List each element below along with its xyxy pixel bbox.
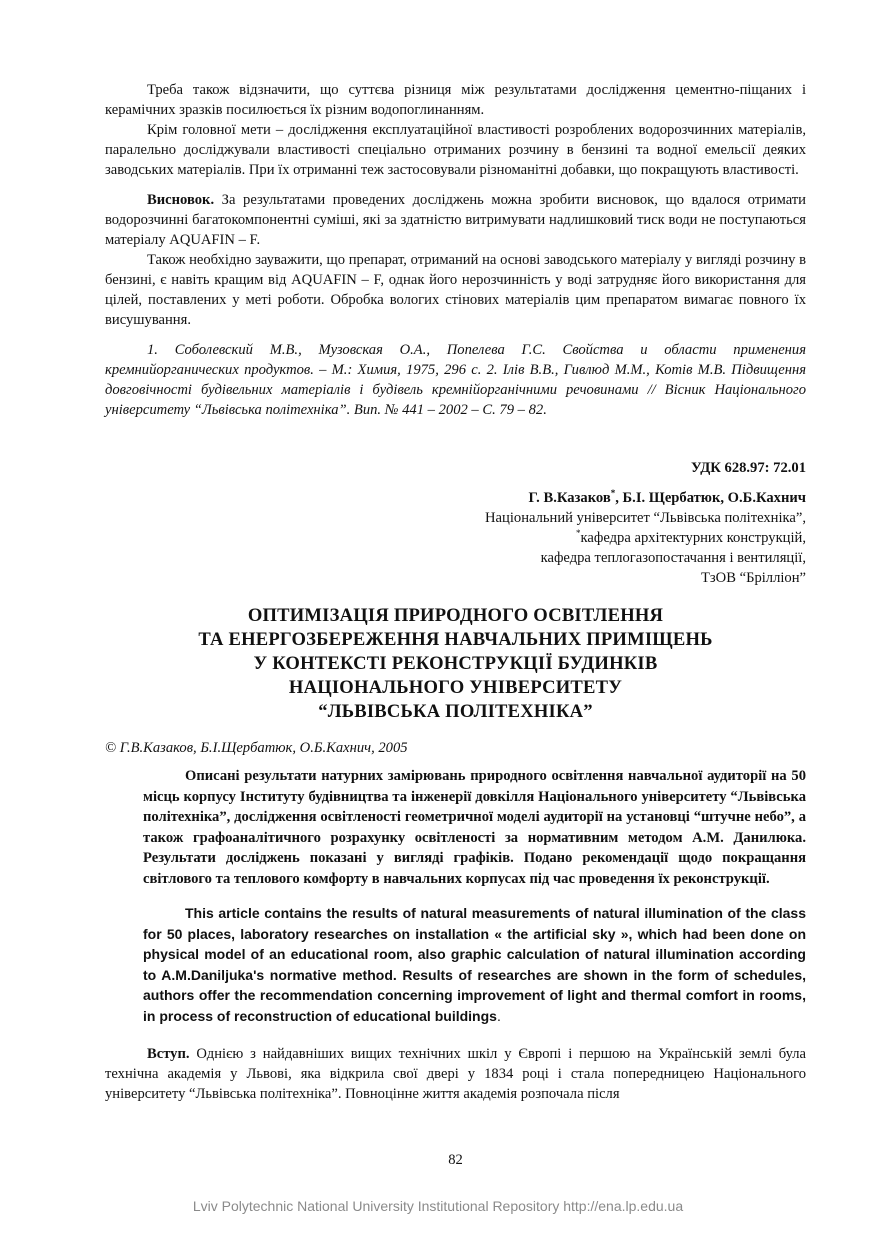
author-first: Г. В.Казаков — [528, 490, 611, 506]
introduction-text: Однією з найдавніших вищих технічних шкіл у Європі і першою на Українській землі була технічна академія у Львові, яка відкрила свої двері у 1834 році і стала попередницею Національного університету “Львівська політехніка”. Повноцінне життя академія розпочала після — [105, 1046, 806, 1102]
abstract-ukrainian — [143, 766, 806, 889]
repository-footer: Lviv Polytechnic National University Institutional Repository http://ena.lp.edu.ua — [192, 1198, 684, 1214]
article-title — [105, 604, 806, 724]
authors — [105, 488, 806, 508]
affiliation-line: ТзОВ “Брілліон” — [700, 570, 806, 586]
affiliation-marker: * — [576, 528, 581, 539]
copyright: © Г.В.Казаков, Б.І.Щербатюк, О.Б.Кахнич, 2005 — [105, 740, 408, 756]
conclusion-label: Висновок. — [147, 192, 215, 208]
paragraph: Треба також відзначити, що суттєва різниця між результатами дослідження цементно-піщаних і керамічних зразків посилюється їх різним водопоглинанням. — [105, 82, 806, 118]
author-rest: , Б.І. Щербатюк, О.Б.Кахнич — [615, 490, 806, 506]
title-line: У КОНТЕКСТІ РЕКОНСТРУКЦІЇ БУДИНКІВ — [253, 653, 658, 674]
conclusion-text: За результатами проведених досліджень можна зробити висновок, що вдалося отримати водорозчинні багатокомпонентні суміші, які за здатністю витримувати надлишковий тиск води не поступаються матеріалу AQUAFIN – F. — [105, 192, 806, 248]
conclusion-paragraph — [105, 190, 806, 250]
title-line: ТА ЕНЕРГОЗБЕРЕЖЕННЯ НАВЧАЛЬНИХ ПРИМІЩЕНЬ — [198, 629, 713, 650]
reference-list: 1. Соболевский М.В., Музовская О.А., Попелева Г.С. Свойства и области применения кремнийорганических продуктов. – М.: Химия, 1975, 296 с. 2. Ілів В.В., Гивлюд М.М., Котів М.В. Підвищення довговічності будівельних матеріалів і будівель кремнійорганічними речовинами // Вісник Національного університету “Львівська політехніка”. Вип. № 441 – 2002 – С. 79 – 82. — [105, 342, 806, 418]
author-marker: * — [610, 488, 616, 499]
page-number: 82 — [448, 1152, 463, 1168]
paragraph: Крім головної мети – дослідження експлуатаційної властивості розроблених водорозчинних матеріалів, паралельно досліджували властивості спеціально отриманих розчину в бензині та водної емельсії деяких заводських матеріалів. При їх отриманні теж застосовували різноманітні добавки, що покращують властивості. — [105, 122, 806, 178]
references — [105, 340, 806, 420]
abstract-text: Описані результати натурних замірювань природного освітлення навчальної аудиторії на 50 місць корпусу Інституту будівництва та інженерії довкілля Національного університету “Львівська політехніка”, дослідження освітленості геометричної моделі аудиторії на установці “штучне небо”, а також графоаналітичного розрахунку освітленості за нормативним методом А.М. Данилюка. Результати досліджень показані у вигляді графіків. Подано рекомендації щодо покращання світлового та теплового комфорту в навчальних корпусах під час проведення їх реконструкції. — [143, 768, 806, 887]
title-line: “ЛЬВІВСЬКА ПОЛІТЕХНІКА” — [318, 701, 593, 722]
affiliations — [105, 508, 806, 588]
affiliation-line: *кафедра архітектурних конструкцій, — [576, 528, 806, 546]
abstract-text: This article contains the results of natural measurements of natural illumination of the class for 50 places, laboratory researches on installation « the artificial sky », which had been done on physical model of an educational room, also graphic calculation of natural illumination according to A.M.Daniljuka's normative method. Results of researches are shown in the form of schedules, authors offer the recommendation concerning improvement of light and thermal comfort in rooms, in process of reconstruction of educational buildings. — [143, 905, 806, 1024]
udk-code: УДК 628.97: 72.01 — [691, 460, 806, 476]
paragraph: Також необхідно зауважити, що препарат, отриманий на основі заводського матеріалу у вигляді розчину в бензині, є навіть кращим від AQUAFIN – F, однак його нерозчинність у воді затрудняє його використання для цілей, поставлених у меті роботи. Обробка вологих стінових матеріалів цим препаратом вимагає повного їх висушування. — [105, 252, 806, 328]
title-line: НАЦІОНАЛЬНОГО УНІВЕРСИТЕТУ — [288, 677, 623, 698]
abstract-english — [143, 903, 806, 1026]
title-line: ОПТИМІЗАЦІЯ ПРИРОДНОГО ОСВІТЛЕННЯ — [247, 605, 664, 626]
affiliation-line: кафедра теплогазопостачання і вентиляції, — [540, 550, 806, 566]
document-page — [105, 80, 806, 1170]
introduction-label: Вступ. — [147, 1046, 190, 1062]
introduction-paragraph — [105, 1044, 806, 1104]
affiliation-line: Національний університет “Львівська політехніка”, — [485, 510, 806, 526]
